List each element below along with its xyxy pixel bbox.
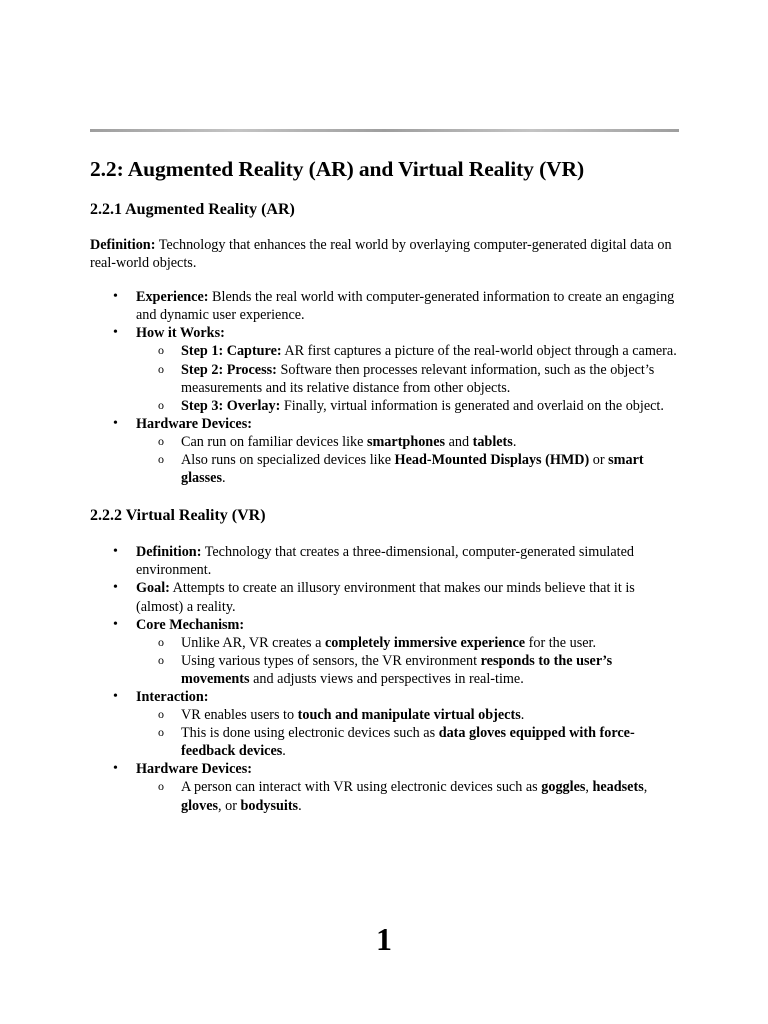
ar-hardware-2 (181, 451, 680, 487)
vr-goal-item (136, 579, 680, 615)
term-smartphones: smartphones (366, 433, 446, 450)
vr-definition-item (136, 543, 680, 579)
vr-interaction-list (181, 706, 680, 760)
vr-interaction-label: Interaction: (136, 688, 209, 705)
text: Can run on familiar devices like (181, 433, 367, 450)
term-data-gloves: data gloves equipped with force-feedback devices (181, 725, 635, 760)
ar-step-3-text: Finally, virtual information is generated and overlaid on the object. (280, 397, 664, 414)
ar-step-1-label: Step 1: Capture: (181, 343, 282, 360)
term-bodysuits: bodysuits (240, 797, 299, 814)
vr-hardware-1 (181, 778, 680, 814)
term-immersive: completely immersive experience (324, 634, 526, 651)
ar-how-label: How it Works: (136, 325, 225, 342)
text: This is done using electronic devices such as (181, 725, 439, 742)
vr-definition-text: Technology that creates a three-dimensional, computer-generated simulated environment. (136, 544, 635, 579)
text: , (585, 779, 593, 796)
text: . (512, 433, 517, 450)
vr-interaction-1 (181, 706, 680, 724)
ar-how-item (136, 324, 680, 414)
text: . (222, 470, 226, 487)
ar-hardware-list (181, 433, 680, 487)
ar-step-1-text: AR first captures a picture of the real-world object through a camera. (281, 343, 677, 360)
text: , (643, 779, 648, 796)
ar-step-1 (181, 342, 680, 360)
ar-hardware-1 (181, 433, 680, 451)
term-responds: responds to the user’s movements (181, 652, 613, 687)
text: for the user. (525, 634, 596, 651)
vr-definition-label: Definition: (136, 544, 202, 561)
ar-step-3-label: Step 3: Overlay: (181, 397, 281, 414)
ar-step-2-text: Software then processes relevant information, such as the object’s measurements and its relative distance from other objects. (181, 361, 655, 396)
text: Also runs on specialized devices like (181, 452, 395, 469)
vr-hardware-item (136, 760, 680, 814)
term-touch: touch and manipulate virtual objects (297, 707, 521, 724)
text: or (589, 452, 609, 469)
ar-heading: 2.2.1 Augmented Reality (AR) (90, 201, 295, 218)
vr-hardware-label: Hardware Devices: (136, 761, 252, 778)
ar-steps-list (181, 342, 680, 414)
text: A person can interact with VR using electronic devices such as (181, 779, 542, 796)
vr-hardware-list (181, 778, 680, 814)
vr-goal-label: Goal: (136, 580, 170, 597)
vr-core-1 (181, 634, 680, 652)
vr-interaction-2 (181, 724, 680, 760)
ar-experience-item (136, 288, 680, 324)
vr-core-list (181, 634, 680, 688)
ar-experience-label: Experience: (136, 289, 209, 306)
header-rule (90, 129, 679, 132)
page-content (90, 155, 680, 815)
ar-step-2-label: Step 2: Process: (181, 361, 277, 378)
ar-definition-text: Technology that enhances the real world by overlaying computer-generated digital data on real-world objects. (90, 237, 672, 272)
term-smart-glasses: smart glasses (181, 452, 644, 487)
vr-goal-text: Attempts to create an illusory environment that makes our minds believe that it is (almost) a reality. (136, 580, 635, 615)
term-gloves: gloves (181, 797, 219, 814)
ar-hardware-item (136, 415, 680, 487)
vr-core-item (136, 616, 680, 688)
ar-definition (90, 236, 680, 272)
ar-definition-label: Definition: (90, 237, 156, 253)
ar-bullet-list (136, 288, 680, 487)
text: , or (218, 797, 241, 814)
text: VR enables users to (181, 707, 298, 724)
vr-core-label: Core Mechanism: (136, 616, 245, 633)
vr-core-2 (181, 652, 680, 688)
text: . (298, 797, 302, 814)
vr-bullet-list (136, 543, 680, 814)
ar-experience-text: Blends the real world with computer-generated information to create an engaging and dynamic user experience. (136, 289, 675, 324)
term-tablets: tablets (472, 433, 513, 450)
text: Unlike AR, VR creates a (181, 634, 325, 651)
term-hmd: Head-Mounted Displays (HMD) (394, 452, 590, 469)
ar-hardware-label: Hardware Devices: (136, 415, 252, 432)
page-number: 1 (376, 921, 392, 957)
text: and adjusts views and perspectives in real-time. (249, 670, 524, 687)
ar-step-3 (181, 397, 680, 415)
text: . (520, 707, 525, 724)
ar-step-2 (181, 361, 680, 397)
vr-heading: 2.2.2 Virtual Reality (VR) (90, 507, 266, 525)
text: Using various types of sensors, the VR environment (181, 652, 481, 669)
vr-heading-wrap (90, 506, 680, 526)
term-goggles: goggles (541, 779, 586, 796)
text: . (282, 743, 286, 760)
vr-interaction-item (136, 688, 680, 760)
term-headsets: headsets (592, 779, 644, 796)
section-title: 2.2: Augmented Reality (AR) and Virtual Reality (VR) (90, 157, 585, 181)
text: and (445, 433, 473, 450)
